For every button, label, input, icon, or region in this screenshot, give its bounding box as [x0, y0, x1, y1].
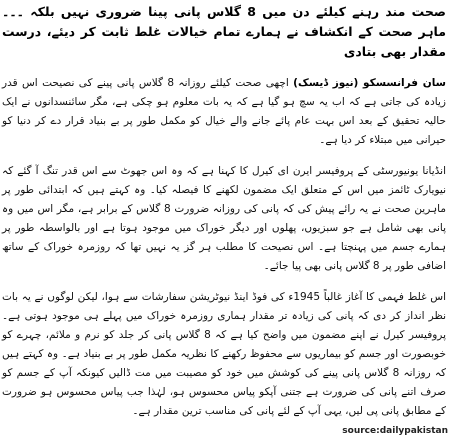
paragraph-text: اچھی صحت کیلئے روزانہ 8 گلاس پانی پینے کی نصیحت اس قدر زیادہ کی جاتی ہے کہ اب یہ سچ ہو گیا ہے کہ یہ بات معلوم ہو چکی ہے، مگر سائنسدانوں نے ایک حالیہ تحقیق کے بعد اس بہت عام پائے جانے والے خیال کو مکمل طور پر بے بنیاد قرار دے کر دنیا کو حیرانی میں مبتلاء کر دیا ہے۔ — [2, 77, 446, 146]
paragraph-3 — [2, 288, 446, 421]
headline: صحت مند رہنے کیلئے دن میں 8 گلاس پانی پینا ضروری نہیں بلکہ ۔۔۔ ماہر صحت کے انکشاف نے ہمارے تمام خیالات غلط ثابت کر دیئے، درست مقدار بھی بتادی — [2, 4, 446, 59]
paragraph-text: اس غلط فہمی کا آغاز غالباً 1945ء کی فوڈ اینڈ نیوٹریشن سفارشات سے ہوا، لیکن لوگوں نے یہ بات نظر انداز کر دی کہ پانی کی زیادہ تر مقدار ہماری روزمرہ خوراک میں پہلے ہی موجود ہوتی ہے۔ پروفیسر کیرل نے اپنے مضمون میں واضح کیا ہے کہ 8 گلاس پانی کر جلد کو نرم و ملائم، چہرے کو خوبصورت اور جسم کو بیماریوں سے محفوظ رکھنے کا نظریہ مکمل طور پر بے بنیاد ہے۔ وہ کہتے ہیں کہ روزانہ 8 گلاس پانی پینے کی کوشش میں خود کو مصیبت میں مت ڈالیں کیونکہ آپ کے جسم کو صرف اتنے پانی کی ضرورت ہے جتنی آپکو پیاس محسوس ہو، لہٰذا جب پیاس محسوس ہو ضرورت کے مطابق پانی پی لیں، یہی آپ کے لئے پانی کی مناسب ترین مقدار ہے۔ — [2, 291, 447, 417]
paragraph-2 — [2, 162, 446, 276]
article — [2, 2, 446, 436]
paragraph-1 — [2, 74, 446, 150]
dateline: سان فرانسسکو (نیوز ڈیسک) — [293, 77, 446, 89]
paragraph-text: انڈیانا یونیورسٹی کے پروفیسر ایرن ای کیرل کا کہنا ہے کہ وہ اس جھوٹ سے اس قدر تنگ آ گئے کہ نیویارک ٹائمز میں اس کے متعلق ایک مضمون لکھنے کا فیصلہ کیا۔ وہ کہتے ہیں کہ ابتدائی طور پر ماہرین صحت نے یہ رائے پیش کی کہ پانی کی روزانہ ضرورت 8 گلاس کے برابر ہے، مگر اس میں وہ پانی بھی شامل ہے جو سبزیوں، پھلوں اور دیگر خوراک میں موجود ہوتا ہے اور بالواسطہ طور پر ہمارے جسم میں پہنچتا ہے۔ اس نصیحت کا مطلب ہر گز یہ نہیں تھا کہ روزمرہ خوراک کے ساتھ اضافی طور پر 8 گلاس پانی بھی پیا جائے۔ — [2, 165, 447, 272]
source-credit: source:dailypakistan — [342, 426, 448, 436]
